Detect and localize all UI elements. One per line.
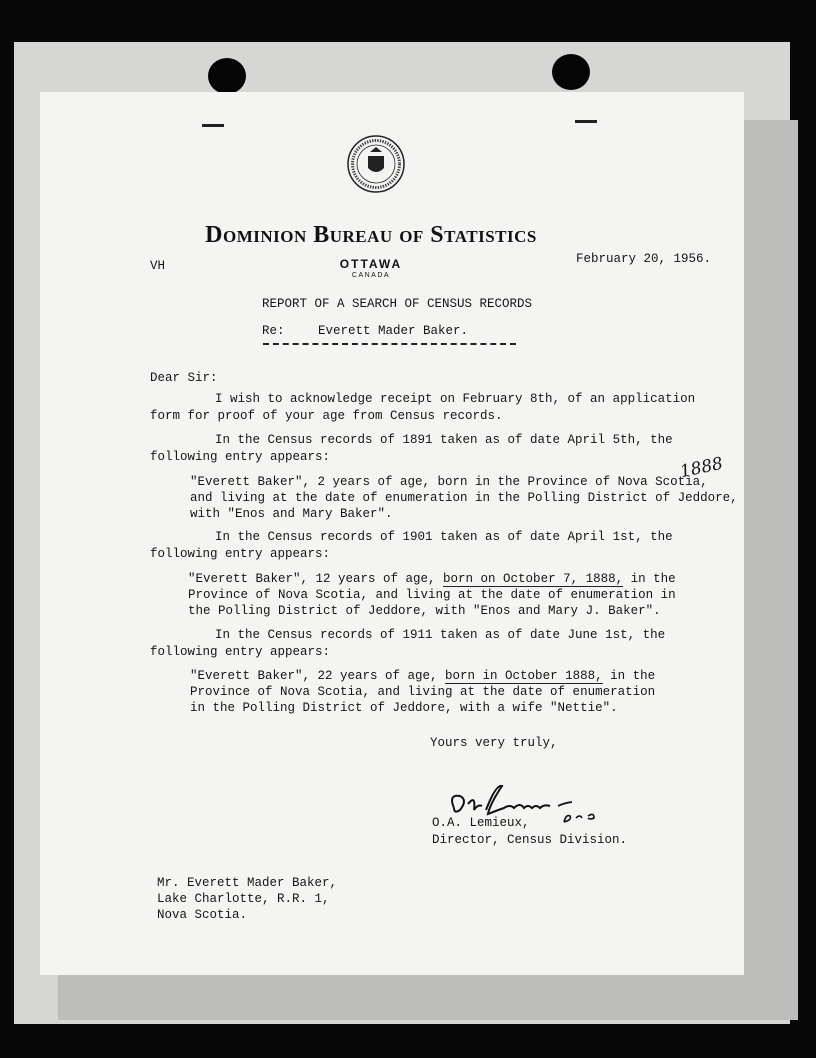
addressee-line1: Mr. Everett Mader Baker, bbox=[157, 876, 338, 890]
signer-title: Director, Census Division. bbox=[432, 833, 628, 847]
letterhead bbox=[196, 134, 546, 278]
para1-line1: I wish to acknowledge receipt on February 8th, of an application bbox=[215, 392, 696, 406]
addressee-line2: Lake Charlotte, R.R. 1, bbox=[157, 892, 330, 906]
subject-rule bbox=[263, 343, 516, 345]
city-name: OTTAWA bbox=[339, 257, 403, 271]
census1891-entry-line2: and living at the date of enumeration in the Polling District of Jeddore, bbox=[190, 491, 738, 505]
census1901-intro-line2: following entry appears: bbox=[150, 547, 331, 561]
closing: Yours very truly, bbox=[430, 736, 558, 750]
punch-hole-right bbox=[552, 54, 590, 90]
birthdate-underline-1901: born on October 7, 1888, bbox=[443, 572, 624, 586]
punch-hole-left bbox=[208, 58, 246, 94]
report-title: REPORT OF A SEARCH OF CENSUS RECORDS bbox=[262, 297, 533, 311]
birthdate-underline-1911: born in October 1888, bbox=[445, 669, 603, 683]
department-seal bbox=[346, 134, 406, 194]
bureau-name: Dominion Bureau of Statistics bbox=[205, 222, 537, 248]
country-name: CANADA bbox=[351, 272, 391, 279]
census1911-entry-line1: "Everett Baker", 22 years of age, born in October 1888, in the bbox=[190, 669, 656, 683]
addressee-line3: Nova Scotia. bbox=[157, 908, 248, 922]
census1901-entry-line3: the Polling District of Jeddore, with "Enos and Mary J. Baker". bbox=[188, 604, 661, 618]
census1891-entry-line3: with "Enos and Mary Baker". bbox=[190, 507, 393, 521]
census1891-intro-line2: following entry appears: bbox=[150, 450, 331, 464]
signer-name: O.A. Lemieux, bbox=[432, 816, 530, 830]
staple-mark-right bbox=[575, 120, 597, 123]
census1901-intro-line1: In the Census records of 1901 taken as of date April 1st, the bbox=[215, 530, 673, 544]
para1-line2: form for proof of your age from Census records. bbox=[150, 409, 503, 423]
census1901-entry-line2: Province of Nova Scotia, and living at the date of enumeration in bbox=[188, 588, 676, 602]
census1891-entry-line1: "Everett Baker", 2 years of age, born in the Province of Nova Scotia, bbox=[190, 475, 708, 489]
re-label: Re: bbox=[262, 324, 285, 338]
staple-mark-left bbox=[202, 124, 224, 127]
re-name: Everett Mader Baker. bbox=[318, 324, 469, 338]
census1891-intro-line1: In the Census records of 1891 taken as of date April 5th, the bbox=[215, 433, 673, 447]
census1911-intro-line1: In the Census records of 1911 taken as of date June 1st, the bbox=[215, 628, 666, 642]
census1911-entry-line3: in the Polling District of Jeddore, with a wife "Nettie". bbox=[190, 701, 618, 715]
typist-initials: VH bbox=[150, 259, 166, 273]
census1911-intro-line2: following entry appears: bbox=[150, 645, 331, 659]
census1901-entry-line1: "Everett Baker", 12 years of age, born on October 7, 1888, in the bbox=[188, 572, 676, 586]
census1911-entry-line2: Province of Nova Scotia, and living at the date of enumeration bbox=[190, 685, 656, 699]
handwritten-year-note: 1888 bbox=[678, 453, 725, 483]
salutation: Dear Sir: bbox=[150, 371, 218, 385]
letter-date: February 20, 1956. bbox=[576, 252, 712, 266]
